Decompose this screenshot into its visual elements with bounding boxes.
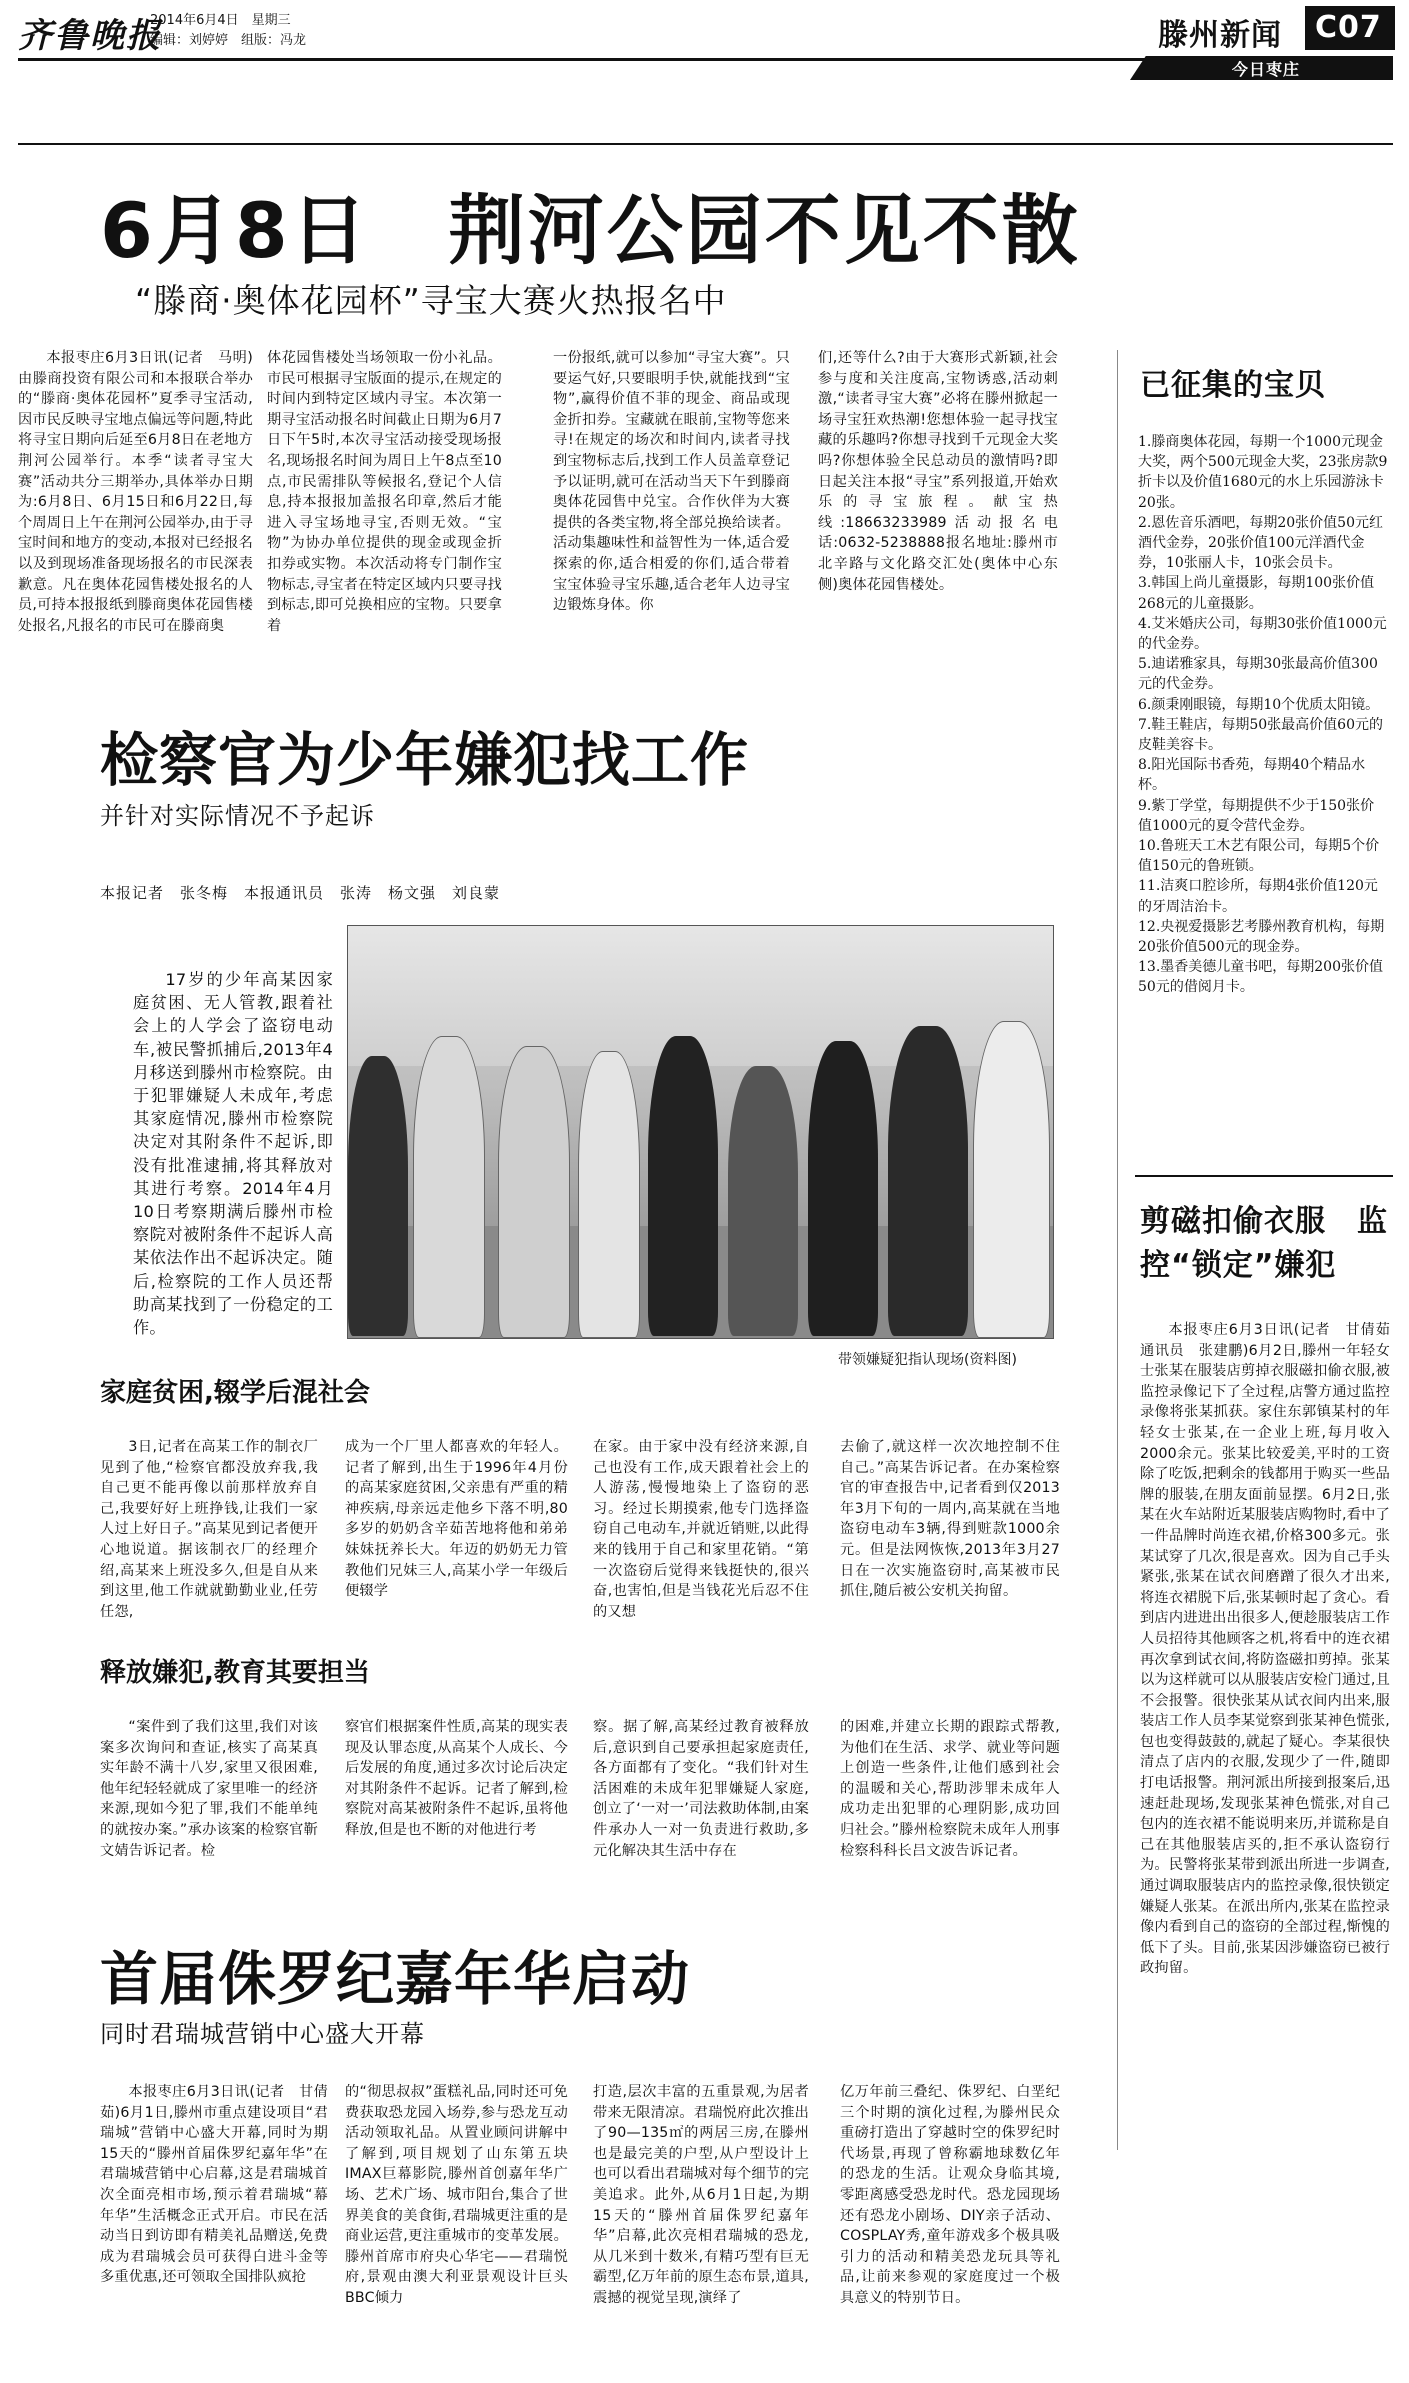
list-item: 5.迪诺雅家具，每期30张最高价值300元的代金券。	[1138, 656, 1378, 693]
story2-subheadline: 并针对实际情况不予起诉	[100, 802, 375, 830]
story1-column-4: 们,还等什么?由于大赛形式新颖,社会参与度和关注度高,宝物诱惑,活动刺激,“读者寻宝大赛”必将在滕州掀起一场寻宝狂欢热潮!您想体验一起寻找宝藏的乐趣吗?你想寻找到千元现金大奖吗?你想体验全民总动员的激情吗?即日起关注本报“寻宝”系列报道,开始欢乐的寻宝旅程。献宝热线:18663233989活动报名电话:0632-5238888报名地址:滕州市北辛路与文化路交汇处(奥体中心东侧)奥体花园售楼处。	[818, 350, 1058, 593]
story2-section2-heading: 释放嫌犯,教育其要担当	[100, 1658, 370, 1688]
list-item: 12.央视爱摄影艺考滕州教育机构，每期20张价值500元的现金券。	[1138, 918, 1385, 956]
person-figure	[498, 1046, 570, 1338]
story2-section1-column-1: 3日,记者在高某工作的制衣厂见到了他,“检察官都没放弃我,我自己更不能再像以前那样放弃自己,我要好好上班挣钱,让我们一家人过上好日子。”高某见到记者便开心地说道。据该制衣厂的经理介绍,高某来上班没多久,但是自从来到这里,他工作就就勤勤业业,任劳任怨,	[100, 1439, 318, 1620]
story3-body: 本报枣庄6月3日讯(记者 甘倩茹 通讯员 张建鹏)6月2日,滕州一年轻女士张某在服装店剪掉衣服磁扣偷衣服,被监控录像记下了全过程,店警方通过监控录像将张某抓获。家住东郭镇某村的年轻女士张某,在一企业上班,每月收入2000余元。张某比较爱美,平时的工资除了吃饭,把剩余的钱都用于购买一些品牌的服装,在朋友面前显摆。6月2日,张某在火车站附近某服装店购物时,看中了一件品牌时尚连衣裙,价格300多元。张某试穿了几次,很是喜欢。因为自己手头紧张,张某在试衣间磨蹭了很久才出来,将连衣裙脱下后,张某顿时起了贪心。看到店内进进出出很多人,便趁服装店工作人员招待其他顾客之机,将看中的连衣裙再次拿到试衣间,将防盗磁扣剪掉。张某以为这样就可以从服装店安检门通过,且不会报警。很快张某从试衣间内出来,服装店工作人员李某觉察到张某神色慌张,包也变得鼓鼓的,就起了疑心。李某很快清点了店内的衣服,发现少了一件,随即打电话报警。荆河派出所接到报案后,迅速赶赴现场,发现张某神色慌张,对自己包内的连衣裙不能说明来历,并谎称是自己在其他服装店买的,拒不承认盗窃行为。民警将张某带到派出所进一步调查,通过调取服装店内的监控录像,很快锁定嫌疑人张某。在派出所内,张某在监控录像内看到自己的盗窃的全部过程,惭愧的低下了头。目前,张某因涉嫌盗窃已被行政拘留。	[1140, 1322, 1405, 1977]
person-figure	[888, 1026, 968, 1336]
person-figure	[808, 1041, 878, 1336]
story2-section2-column-4: 的困难,并建立长期的跟踪式帮教,为他们在生活、求学、就业等问题上创造一些条件,让他们感到社会的温暖和关心,帮助涉罪未成年人成功走出犯罪的心理阴影,成功回归社会。”滕州检察院未成年人刑事检察科科长吕文波告诉记者。	[840, 1719, 1060, 1859]
list-item: 13.墨香美德儿童书吧，每期200张价值50元的借阅月卡。	[1138, 959, 1383, 996]
story1-column-1: 本报枣庄6月3日讯(记者 马明)由滕商投资有限公司和本报联合举办的“滕商·奥体花园杯”夏季寻宝活动,因市民反映寻宝地点偏远等问题,特此将寻宝日期向后延至6月8日在老地方荆河公园举行。本季“读者寻宝大赛”活动共分三期举办,具体举办日期为:6月8日、6月15日和6月22日,每个周周日上午在荆河公园举办,由于寻宝时间和地方的变动,本报对已经报名以及到现场准备现场报名的市民深表歉意。凡在奥体花园售楼处报名的人员,可持本报报纸到滕商奥体花园售楼处报名,凡报名的市民可在滕商奥	[18, 350, 253, 634]
treasures-list	[1138, 432, 1388, 998]
story1-column-2: 体花园售楼处当场领取一份小礼品。市民可根据寻宝版面的提示,在规定的时间内到特定区域内寻宝。本次第一期寻宝活动报名时间截止日期为6月7日下午5时,本次寻宝活动接受现场报名,现场报名时间为周日上午8点至10点,市民需排队等候报名,登记个人信息,持本报报加盖报名印章,然后才能进入寻宝场地寻宝,否则无效。“宝物”为协办单位提供的现金或现金折扣券或实物。本次活动将专门制作宝物标志,寻宝者在特定区域内只要寻找到标志,即可兑换相应的宝物。只要拿着	[267, 350, 502, 634]
story1-subheadline: “滕商·奥体花园杯”寻宝大赛火热报名中	[135, 281, 727, 320]
photo-caption: 带领嫌疑犯指认现场(资料图)	[838, 1352, 1017, 1368]
story4-column-2: 的“彻思叔叔”蛋糕礼品,同时还可免费获取恐龙园入场券,参与恐龙互动活动领取礼品。从置业顾问讲解中了解到,项目规划了山东第五块IMAX巨幕影院,滕州首创嘉年华广场、艺术广场、城市阳台,集合了世界美食的美食街,君瑞城更注重的是商业运营,更注重城市的变革发展。滕州首席市府央心华宅——君瑞悦府,景观由澳大利亚景观设计巨头BBC倾力	[345, 2084, 568, 2306]
list-item: 9.紫丁学堂，每期提供不少于150张价值1000元的夏令营代金券。	[1138, 797, 1375, 834]
story4-column-1: 本报枣庄6月3日讯(记者 甘倩茹)6月1日,滕州市重点建设项目“君瑞城”营销中心盛大开幕,同时为期15天的“滕州首届侏罗纪嘉年华”在君瑞城营销中心启幕,这是君瑞城首次全面亮相市场,预示着君瑞城“幕年华”生活概念正式开启。市民在活动当日到访即有精美礼品赠送,免费成为君瑞城会员可获得白进斗金等多重优惠,还可领取全国排队疯抢	[100, 2084, 328, 2286]
list-item: 3.韩国上尚儿童摄影，每期100张价值268元的儿童摄影。	[1138, 575, 1375, 612]
story2-lead: 17岁的少年高某因家庭贫困、无人管教,跟着社会上的人学会了盗窃电动车,被民警抓捕后,2013年4月移送到滕州市检察院。由于犯罪嫌疑人未成年,考虑其家庭情况,滕州市检察院决定对其附条件不起诉,即没有批准逮捕,将其释放对其进行考察。2014年4月10日考察期满后滕州市检察院对被附条件不起诉人高某依法作出不起诉决定。随后,检察院的工作人员还帮助高某找到了一份稳定的工作。	[133, 970, 333, 1338]
person-figure	[578, 1051, 640, 1338]
story4-subheadline: 同时君瑞城营销中心盛大开幕	[100, 2020, 425, 2048]
issue-date	[150, 12, 291, 30]
story2-section1-column-4: 去偷了,就这样一次次地控制不住自己。”高某告诉记者。在办案检察官的审查报告中,记者看到仅2013年3月下旬的一周内,高某就在当地盗窃电动车3辆,得到赃款1000余元。但是法网恢恢,2013年3月27日在一次实施盗窃时,高某被市民抓住,随后被公安机关拘留。	[840, 1439, 1060, 1600]
weekday-text: 星期三	[251, 13, 291, 28]
story3-headline: 剪磁扣偷衣服 监控“锁定”嫌犯	[1140, 1204, 1388, 1283]
list-item: 11.洁爽口腔诊所，每期4张价值120元的牙周洁治卡。	[1138, 878, 1378, 915]
list-item: 6.颜秉刚眼镜，每期10个优质太阳镜。	[1138, 696, 1380, 713]
list-item: 2.恩佐音乐酒吧，每期20张价值50元红酒代金券，20张价值100元洋酒代金券，10张丽人卡，10张会员卡。	[1138, 514, 1383, 572]
person-figure	[973, 1021, 1050, 1338]
date-text: 2014年6月4日	[150, 13, 239, 28]
story2-section2-column-1: “案件到了我们这里,我们对该案多次询问和查证,核实了高某真实年龄不满十八岁,家里又很困难,他年纪轻轻就成了家里唯一的经济来源,现如今犯了罪,我们不能单纯的就按办案。”承办该案的检察官靳文婧告诉记者。检	[100, 1719, 318, 1859]
list-item: 8.阳光国际书香苑，每期40个精品水杯。	[1138, 757, 1366, 794]
story2-section2-column-3: 察。据了解,高某经过教育被释放后,意识到自己要承担起家庭责任,各方面都有了变化。“我们针对生活困难的未成年犯罪嫌疑人家庭,创立了‘一对一’司法救助体制,由案件承办人一对一负责进行救助,多元化解决其生活中存在	[593, 1719, 809, 1859]
story4-column-3: 打造,层次丰富的五重景观,为居者带来无限清凉。君瑞悦府此次推出了90—135㎡的两居三房,在滕州也是最完美的户型,从户型设计上也可以看出君瑞城对每个细节的完美追求。此外,从6月1日起,为期15天的“滕州首届侏罗纪嘉年华”启幕,此次亮相君瑞城的恐龙,从几米到十数米,有精巧型有巨无霸型,亿万年前的原生态布景,道具,震撼的视觉呈现,演绎了	[593, 2084, 809, 2306]
story2-section1-column-3: 在家。由于家中没有经济来源,自己也没有工作,成天跟着社会上的人游荡,慢慢地染上了盗窃的恶习。经过长期摸索,他专门选择盗窃自己电动车,并就近销赃,以此得来的钱用于自己和家里花销。“第一次盗窃后觉得来钱挺快的,很兴奋,也害怕,但是当钱花光后忍不住的又想	[593, 1439, 809, 1620]
newspaper-logo: 齐鲁晚报	[18, 16, 162, 56]
page-number: C07	[1315, 10, 1382, 45]
treasures-heading: 已征集的宝贝	[1140, 368, 1326, 403]
list-item: 1.滕商奥体花园，每期一个1000元现金大奖，两个500元现金大奖，23张房款9折卡以及价值1680元的水上乐园游泳卡20张。	[1138, 434, 1388, 511]
story2-section2-column-2: 察官们根据案件性质,高某的现实表现及认罪态度,从高某个人成长、今后发展的角度,通过多次讨论后决定对其附条件不起诉。记者了解到,检察院对高某被附条件不起诉,虽将他释放,但是也不断的对他进行考	[345, 1719, 568, 1838]
story2-section1-heading: 家庭贫困,辍学后混社会	[100, 1378, 370, 1408]
person-figure	[648, 1036, 718, 1336]
arrest-photo	[347, 925, 1054, 1339]
subsection-name: 今日枣庄	[1232, 60, 1301, 79]
story2-section1-column-2: 成为一个厂里人都喜欢的年轻人。记者了解到,出生于1996年4月份的高某家庭贫困,父亲患有严重的精神疾病,母亲远走他乡下落不明,80多岁的奶奶含辛茹苦地将他和弟弟妹妹抚养长大。年迈的奶奶无力管教他们兄妹三人,高某小学一年级后便辍学	[345, 1439, 568, 1600]
section-name: 滕州新闻	[1158, 18, 1282, 53]
person-figure	[348, 1056, 408, 1336]
story2-headline: 检察官为少年嫌犯找工作	[100, 726, 750, 794]
list-item: 10.鲁班天工木艺有限公司，每期5个价值150元的鲁班锁。	[1138, 838, 1380, 875]
person-figure	[413, 1036, 485, 1338]
person-figure	[728, 1066, 798, 1336]
list-item: 4.艾米婚庆公司，每期30张价值1000元的代金券。	[1138, 615, 1387, 653]
story3-top-rule	[1135, 1175, 1393, 1177]
sidebar-divider	[1117, 350, 1118, 2150]
story1-headline: 6月8日 荆河公园不见不散	[100, 186, 1081, 275]
story1-column-3: 一份报纸,就可以参加“寻宝大赛”。只要运气好,只要眼明手快,就能找到“宝物”,赢得价值不菲的现金、商品或现金折扣券。宝藏就在眼前,宝物等您来寻!在规定的场次和时间内,读者寻找到宝物标志后,找到工作人员盖章登记予以证明,就可在活动当天下午到滕商奥体花园售中兑宝。合作伙伴为大赛提供的各类宝物,将全部兑换给读者。活动集趣味性和益智性为一体,适合爱探索的你,适合相爱的你们,适合带着宝宝体验寻宝乐趣,适合老年人边寻宝边锻炼身体。你	[553, 350, 790, 614]
story1-top-rule	[18, 143, 1393, 145]
staff-credits: 编辑：刘婷婷 组版：冯龙	[150, 33, 307, 48]
story2-byline: 本报记者 张冬梅 本报通讯员 张涛 杨文强 刘良蒙	[100, 884, 501, 902]
story4-headline: 首届侏罗纪嘉年华启动	[100, 1945, 691, 2013]
story4-column-4: 亿万年前三叠纪、侏罗纪、白垩纪三个时期的演化过程,为滕州民众重磅打造出了穿越时空的侏罗纪时代场景,再现了曾称霸地球数亿年的恐龙的生活。让观众身临其境,零距离感受恐龙时代。恐龙园现场还有恐龙小剧场、DIY亲子活动、COSPLAY秀,童年游戏多个极具吸引力的活动和精美恐龙玩具等礼品,让前来参观的家庭度过一个极具意义的特别节日。	[840, 2084, 1060, 2306]
list-item: 7.鞋王鞋店，每期50张最高价值60元的皮鞋美容卡。	[1138, 716, 1383, 754]
